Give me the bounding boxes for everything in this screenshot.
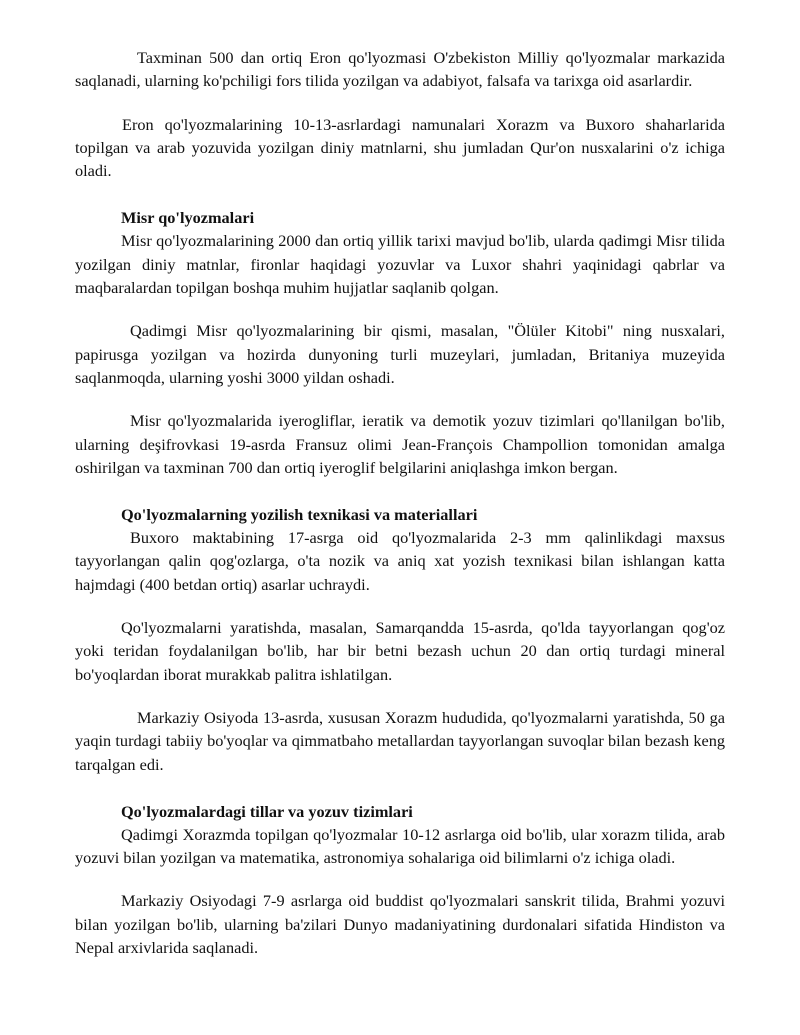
paragraph-iranian-manuscripts-samples: Eron qo'lyozmalarining 10-13-asrlardagi namunalari Xorazm va Buxoro shaharlarida topilgan va arab yozuvida yozilgan diniy matnlarni, shu jumladan Qur'on nusxalarini o'z ichiga oladi.	[75, 114, 725, 181]
paragraph-book-of-the-dead: Qadimgi Misr qo'lyozmalarining bir qismi, masalan, "Ölüler Kitobi" ning nusxalari, papirusga yozilgan va hozirda dunyoning turli muzeylari, jumladan, Britaniya muzeyida saqlanmoqda, ularning yoshi 3000 yildan oshadi.	[75, 321, 725, 387]
heading-languages-scripts: Qo'lyozmalardagi tillar va yozuv tizimlari	[121, 801, 413, 821]
document-page	[75, 46, 725, 959]
paragraph-samarkand-paper: Qo'lyozmalarni yaratishda, masalan, Samarqandda 15-asrda, qo'lda tayyorlangan qog'oz yoki teridan foydalanilgan bo'lib, har bir betni bezash uchun 20 dan ortiq turdagi mineral bo'yoqlardan iborat murakkab palitra ishlatilgan.	[75, 618, 725, 684]
paragraph-egyptian-history: Misr qo'lyozmalarining 2000 dan ortiq yillik tarixi mavjud bo'lib, ularda qadimgi Misr tilida yozilgan diniy matnlar, fironlar haqidagi yozuvlar va Luxor shahri yaqinidagi qabrlar va maqbaralardan topilgan boshqa muhim hujjatlar saqlanib qolgan.	[75, 231, 725, 298]
paragraph-central-asia-pigments: Markaziy Osiyoda 13-asrda, xususan Xorazm hududida, qo'lyozmalarni yaratishda, 50 ga yaqin turdagi tabiiy bo'yoqlar va qimmatbaho metallardan tayyorlangan suvoqlar bilan bezash keng tarqalgan edi.	[75, 707, 725, 774]
paragraph-khorezm-manuscripts: Qadimgi Xorazmda topilgan qo'lyozmalar 10-12 asrlarga oid bo'lib, ular xorazm tilida, arab yozuvi bilan yozilgan va matematika, astronomiya sohalariga oid bilimlarni o'z ichiga oladi.	[75, 824, 725, 868]
heading-writing-techniques: Qo'lyozmalarning yozilish texnikasi va materiallari	[121, 505, 478, 525]
paragraph-hieroglyphs: Misr qo'lyozmalarida iyerogliflar, ieratik va demotik yozuv tizimlari qo'llanilgan bo'lib, ularning deşifrovkasi 19-asrda Fransuz olimi Jean-François Champollion tomonidan amalga oshirilgan va taxminan 700 dan ortiq iyeroglif belgilarini aniqlashga imkon bergan.	[75, 411, 725, 477]
heading-egyptian-manuscripts: Misr qo'lyozmalari	[121, 208, 255, 228]
paragraph-iranian-manuscripts-count: Taxminan 500 dan ortiq Eron qo'lyozmasi O'zbekiston Milliy qo'lyozmalar markazida saqlanadi, ularning ko'pchiligi fors tilida yozilgan va adabiyot, falsafa va tarixga oid asarlardir.	[75, 48, 725, 91]
paragraph-buddhist-manuscripts: Markaziy Osiyodagi 7-9 asrlarga oid buddist qo'lyozmalari sanskrit tilida, Brahmi yozuvi bilan yozilgan bo'lib, ularning ba'zilari Dunyo madaniyatining durdonalari sifatida Hindiston va Nepal arxivlarida saqlanadi.	[75, 891, 725, 958]
paragraph-bukhara-school: Buxoro maktabining 17-asrga oid qo'lyozmalarida 2-3 mm qalinlikdagi maxsus tayyorlangan qalin qog'ozlarga, o'ta nozik va aniq xat yozish texnikasi bilan ishlangan katta hajmdagi (400 betdan ortiq) asarlar uchraydi.	[75, 528, 725, 594]
